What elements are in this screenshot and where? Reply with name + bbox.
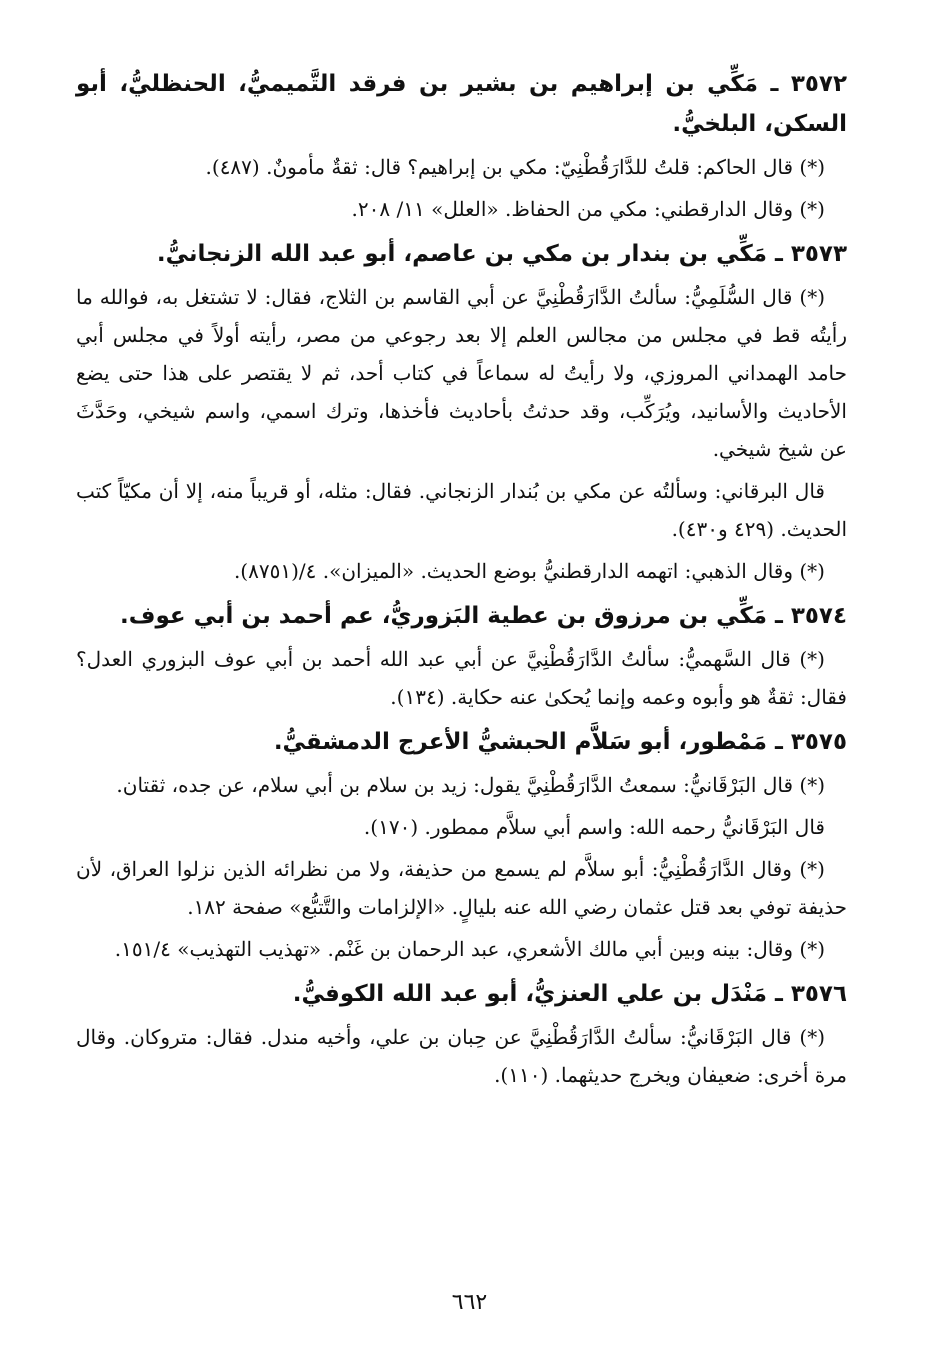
- entry-paragraph: (*) وقال الدارقطني: مكي من الحفاظ. «العلل» ١١/ ٢٠٨.: [351, 197, 825, 221]
- entry-heading: ٣٥٧٤ ـ مَكِّي بن مرزوق بن عطية البَزوريُّ، عم أحمد بن أبي عوف.: [120, 603, 847, 629]
- entry-paragraph: (*) وقال الدَّارَقُطْنِيُّ: أبو سلاَّم لم يسمع من حذيفة، ولا من نظرائه الذين نزلوا العراق، لأن حذيفة توفي بعد قتل عثمان رضي الله عنه بليالٍ. «الإلزامات والتَّتبُّع» صفحة ١٨٢.: [76, 857, 847, 919]
- entry-3576: [76, 974, 847, 1094]
- entry-paragraph: (*) قال البَرْقَانيُّ: سمعتُ الدَّارَقُطْنِيَّ يقول: زيد بن سلام بن أبي سلام، عن جده، ثقتان.: [116, 773, 825, 797]
- entry-paragraph: (*) قال الحاكم: قلتُ للدَّارَقُطْنِيّ: مكي بن إبراهيم؟ قال: ثقةٌ مأمونٌ. (٤٨٧).: [205, 155, 825, 179]
- page-number: ٦٦٢: [451, 1290, 488, 1315]
- entry-3574: [76, 596, 847, 716]
- entry-paragraph: (*) وقال: بينه وبين أبي مالك الأشعري، عبد الرحمان بن غَنْم. «تهذيب التهذيب» ١٥١/٤.: [114, 937, 825, 961]
- entry-3572: [76, 64, 847, 228]
- entry-paragraph: (*) وقال الذهبي: اتهمه الدارقطنيُّ بوضع الحديث. «الميزان». ٤/(٨٧٥١).: [233, 559, 825, 583]
- entry-paragraph: قال البرقاني: وسألتُه عن مكي بن بُندار الزنجاني. فقال: مثله، أو قريباً منه، إلا أن مكيّاً كتب الحديث. (٤٢٩ و٤٣٠).: [76, 479, 847, 541]
- entry-paragraph: (*) قال السُّلَمِيُّ: سألتُ الدَّارَقُطْنِيَّ عن أبي القاسم بن الثلاج، فقال: لا تشتغل به، فوالله ما رأيتُه قط في مجلس من مجالس العلم إلا بعد رجوعي من مصر، رأيته أولاً في مجلس أبي حامد الهمداني المروزي، ولا رأيتُ له سماعاً في كتاب أحد، ثم لا يقتصر على هذا حتى يضع الأحاديث والأسانيد، ويُرَكِّب، وقد حدثتُ بأحاديث فأخذها، وترك اسمي، واسم شيخي، وحَدَّثَ عن شيخ شيخي.: [76, 285, 847, 461]
- entry-3573: [76, 234, 847, 590]
- entry-heading: ٣٥٧٦ ـ مَنْدَل بن علي العنزيُّ، أبو عبد الله الكوفيُّ.: [292, 981, 847, 1007]
- entry-paragraph: (*) قال السَّهميُّ: سألتُ الدَّارَقُطْنِيَّ عن أبي عبد الله أحمد بن أبي عوف البزوري العدل؟ فقال: ثقةٌ هو وأبوه وعمه وإنما يُحكىٰ عنه حكاية. (١٣٤).: [76, 647, 847, 709]
- entry-heading: ٣٥٧٣ ـ مَكِّي بن بندار بن مكي بن عاصم، أبو عبد الله الزنجانيُّ.: [156, 241, 847, 267]
- entry-paragraph: قال البَرْقَانيُّ رحمه الله: واسم أبي سلاَّم ممطور. (١٧٠).: [363, 815, 825, 839]
- entry-heading: ٣٥٧٢ ـ مَكِّي بن إبراهيم بن بشير بن فرقد التَّميميُّ، الحنظليُّ، أبو السكن، البلخيُّ.: [76, 71, 847, 137]
- entry-paragraph: (*) قال البَرْقَانيُّ: سألتُ الدَّارَقُطْنِيَّ عن حِبان بن علي، وأخيه مندل. فقال: متروكان. وقال مرة أخرى: ضعيفان ويخرج حديثهما. (١١٠).: [76, 1025, 847, 1087]
- entry-3575: [76, 722, 847, 968]
- entry-heading: ٣٥٧٥ ـ مَمْطور، أبو سَلاَّم الحبشيُّ الأعرج الدمشقيُّ.: [273, 729, 847, 755]
